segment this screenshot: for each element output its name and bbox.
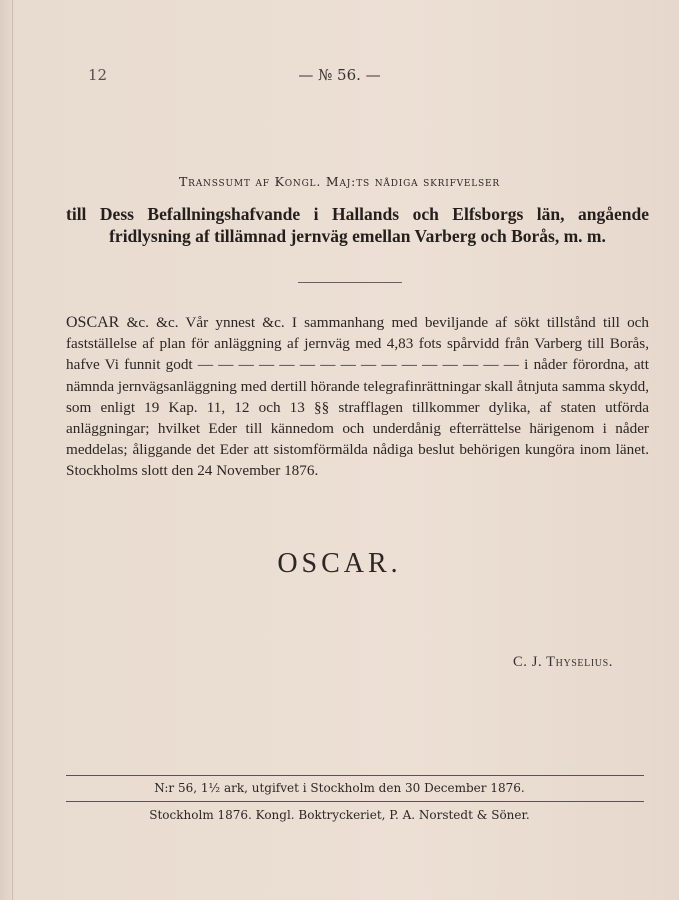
issue-line: N:r 56, 1½ ark, utgifvet i Stockholm den 30 December 1876.: [154, 781, 525, 795]
page-fold-shadow: [12, 0, 13, 900]
footer-rule-bottom: [66, 801, 644, 802]
document-subtitle: Transsumt af Kongl. Maj:ts nådiga skrifvelser: [179, 174, 500, 189]
issue-number: — № 56. —: [298, 66, 381, 84]
body-paragraph: [66, 312, 649, 482]
body-text: &c. &c. Vår ynnest &c. I sammanhang med beviljande af sökt tillstånd till och fastställelse af plan för anläggning af jernväg med 4,83 fots spårvidd från Varberg till Borås, hafve Vi funnit godt — — — — — — — — — — — — — — — — i nåder förordna, att nämnda jernvägsanläggning med dertill hörande telegrafinrättningar skall åtnjuta samma skydd, som enligt 19 Kap. 11, 12 och 13 §§ strafflagen tillkommer dylika, af staten utförda anläggningar; hvilket Eder till kännedom och underdånig efterrättelse härigenom i nåder meddelas; åliggande det Eder att sistomförmälda nådiga beslut behörigen kungöra inom länet. Stockholms slott den 24 November 1876.: [66, 314, 649, 480]
countersignature: C. J. Thyselius.: [513, 654, 613, 670]
body-lead: OSCAR: [66, 314, 120, 331]
printer-line: Stockholm 1876. Kongl. Boktryckeriet, P. A. Norstedt & Söner.: [149, 808, 530, 822]
page-number: 12: [88, 66, 108, 84]
title-divider: [298, 282, 402, 283]
footer-rule-top: [66, 775, 644, 776]
royal-signature: OSCAR.: [277, 548, 402, 579]
document-title: till Dess Befallningshafvande i Hallands och Elfsborgs län, angående fridlysning af tillämnad jernväg emellan Varberg och Borås, m. m.: [66, 204, 649, 246]
